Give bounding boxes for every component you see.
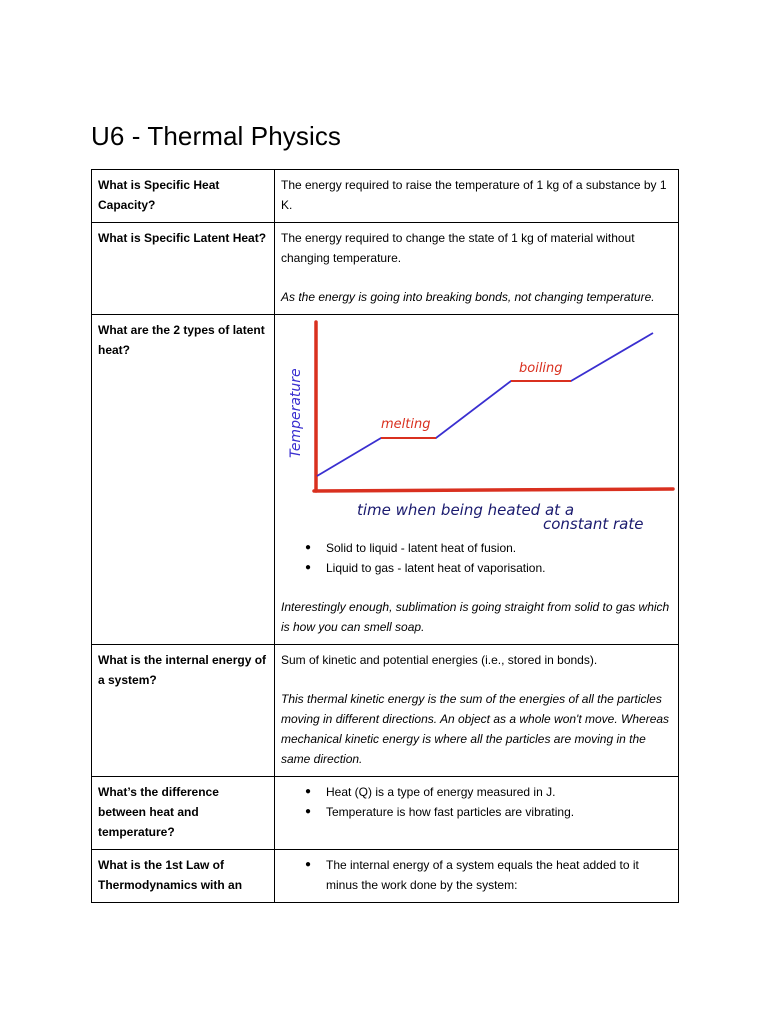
list-item: ● The internal energy of a system equals the heat added to it minus the work done by the system: (281, 855, 672, 895)
bullet-list (281, 782, 672, 822)
qa-table (91, 169, 679, 903)
table-row (92, 645, 679, 777)
melting-label: melting (381, 417, 431, 432)
answer-text: Sum of kinetic and potential energies (i.e., stored in bonds). (281, 653, 598, 667)
bullet-list (281, 538, 672, 578)
list-item: ● Liquid to gas - latent heat of vaporisation. (281, 558, 672, 578)
answer-cell (275, 170, 679, 223)
list-item: ● Temperature is how fast particles are vibrating. (281, 802, 672, 822)
answer-cell (275, 315, 679, 645)
boiling-label: boiling (519, 361, 563, 376)
question-cell: What is Specific Latent Heat? (92, 223, 275, 315)
answer-note: Interestingly enough, sublimation is going straight from solid to gas which is how you can smell soap. (281, 600, 670, 634)
answer-text: The energy required to change the state of 1 kg of material without changing temperature. (281, 231, 635, 265)
graph-ylabel: Temperature (288, 368, 304, 458)
answer-cell (275, 777, 679, 850)
table-row (92, 170, 679, 223)
list-item: ● Heat (Q) is a type of energy measured in J. (281, 782, 672, 802)
heating-curve-rise (317, 333, 653, 476)
question-cell: What is the 1st Law of Thermodynamics with an (92, 850, 275, 903)
graph-xlabel-line2: constant rate (543, 515, 644, 532)
table-row (92, 223, 679, 315)
answer-cell (275, 850, 679, 903)
graph-x-axis (314, 489, 673, 491)
answer-note: As the energy is going into breaking bonds, not changing temperature. (281, 290, 655, 304)
question-cell: What is the internal energy of a system? (92, 645, 275, 777)
list-item: ● Solid to liquid - latent heat of fusion. (281, 538, 672, 558)
table-row (92, 850, 679, 903)
question-cell: What’s the difference between heat and temperature? (92, 777, 275, 850)
page-title: U6 - Thermal Physics (91, 121, 342, 151)
graph-xlabel-line1: time when being heated at a (357, 501, 575, 519)
answer-cell (275, 645, 679, 777)
answer-text: The energy required to raise the temperature of 1 kg of a substance by 1 K. (281, 178, 667, 212)
table-row (92, 777, 679, 850)
answer-cell (275, 223, 679, 315)
answer-note: This thermal kinetic energy is the sum of the energies of all the particles moving in different directions. An object as a whole won't move. Whereas mechanical kinetic energy is where all the particles are moving in the same direction. (281, 692, 670, 766)
table-row (92, 315, 679, 645)
question-cell: What are the 2 types of latent heat? (92, 315, 275, 645)
question-cell: What is Specific Heat Capacity? (92, 170, 275, 223)
bullet-list (281, 855, 672, 895)
latent-heat-graph (281, 320, 679, 532)
